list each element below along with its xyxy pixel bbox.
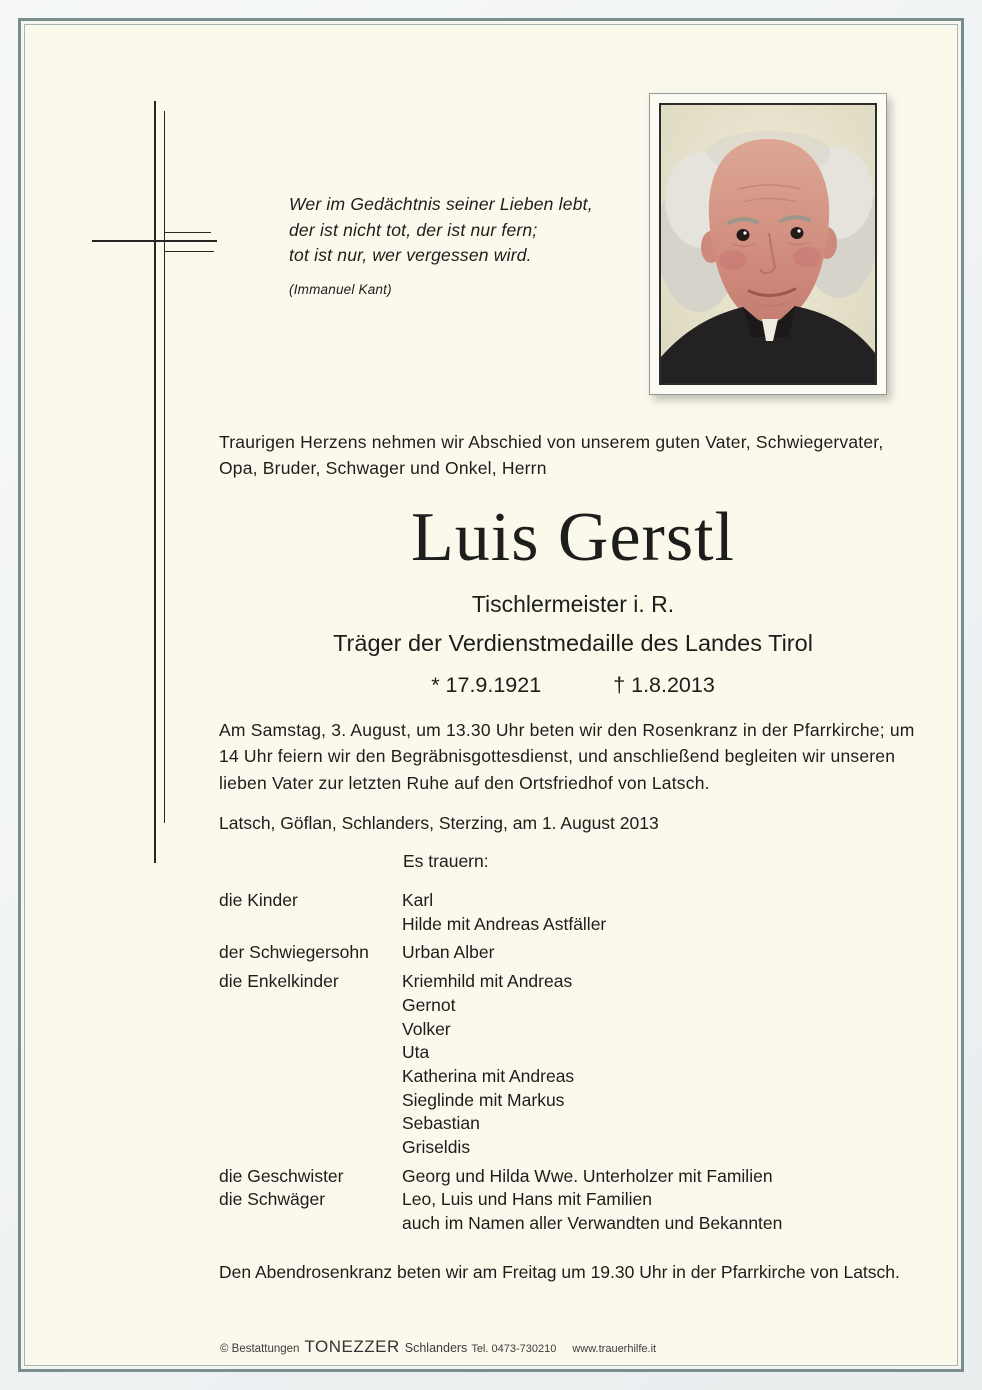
mourner-name: Karl	[402, 890, 434, 910]
intro-text: Traurigen Herzens nehmen wir Abschied von unserem guten Vater, Schwiegervater, Opa, Bruder, Schwager und Onkel, Herrn	[219, 432, 884, 478]
quote-line: tot ist nur, wer vergessen wird.	[289, 245, 532, 265]
mourner-row	[219, 889, 927, 936]
footer-website: www.trauerhilfe.it	[572, 1343, 657, 1355]
obituary-page	[24, 24, 958, 1366]
ceremony-text: Am Samstag, 3. August, um 13.30 Uhr beten wir den Rosenkranz in der Pfarrkirche; um 14 Uhr feiern wir den Begräbnisgottesdienst, und anschließend begleiten wir unseren lieben Vater zur letzten Ruhe auf den Ortsfriedhof von Latsch.	[219, 720, 915, 793]
death-date: † 1.8.2013	[613, 673, 715, 697]
quote-line: Wer im Gedächtnis seiner Lieben lebt,	[289, 194, 593, 214]
deceased-profession: Tischlermeister i. R.	[471, 591, 675, 617]
life-dates	[219, 673, 927, 698]
mourner-row	[219, 970, 927, 1160]
mourner-name: Katherina mit Andreas	[402, 1065, 575, 1086]
brand-name: TONEZZER	[304, 1337, 400, 1356]
mourner-name: Hilde mit Andreas Astfäller	[402, 913, 607, 934]
deceased-honor: Träger der Verdienstmedaille des Landes Tirol	[333, 630, 813, 656]
mourner-name: Sebastian	[402, 1113, 480, 1134]
portrait-illustration	[661, 105, 875, 383]
mourner-name: Leo, Luis und Hans mit Familien	[402, 1189, 652, 1210]
mourner-row	[219, 1165, 927, 1189]
deceased-name: Luis Gerstl	[410, 499, 736, 576]
mourner-name: Urban Alber	[402, 942, 495, 963]
footer-phone: Tel. 0473-730210	[471, 1343, 557, 1355]
mourner-label: die Enkelkinder	[219, 971, 339, 992]
portrait-frame	[649, 93, 887, 395]
mourner-label: der Schwiegersohn	[219, 942, 369, 963]
mourners-list	[219, 889, 927, 1241]
mourner-row	[219, 1188, 927, 1235]
copyright-text: © Bestattungen	[220, 1343, 300, 1355]
footer-location: Schlanders	[404, 1341, 468, 1355]
mourner-name: Gernot	[402, 994, 456, 1015]
mourner-name: Kriemhild mit Andreas	[402, 971, 573, 992]
mourner-name: Uta	[402, 1042, 430, 1063]
mourner-label: die Geschwister	[219, 1165, 344, 1186]
card-frame	[18, 18, 964, 1372]
portrait-photo	[659, 103, 877, 385]
closing-text: Den Abendrosenkranz beten wir am Freitag um 19.30 Uhr in der Pfarrkirche von Latsch.	[219, 1262, 900, 1282]
mourner-label: die Schwäger	[219, 1189, 326, 1210]
mourner-name: Volker	[402, 1018, 451, 1039]
dateline: Latsch, Göflan, Schlanders, Sterzing, am 1. August 2013	[219, 813, 659, 833]
birth-date: * 17.9.1921	[431, 673, 542, 697]
mourner-label: die Kinder	[219, 890, 298, 910]
mourner-name: Sieglinde mit Markus	[402, 1089, 565, 1110]
mourner-row	[219, 941, 927, 965]
quote-line: der ist nicht tot, der ist nur fern;	[289, 219, 538, 240]
mourner-name: auch im Namen aller Verwandten und Bekannten	[402, 1213, 783, 1234]
mourner-name: Griseldis	[402, 1137, 471, 1158]
mourner-name: Georg und Hilda Wwe. Unterholzer mit Familien	[402, 1165, 773, 1186]
footer	[220, 1337, 656, 1357]
mourners-heading: Es trauern:	[403, 851, 489, 871]
quote-attribution: (Immanuel Kant)	[289, 281, 392, 297]
memorial-quote	[289, 192, 593, 302]
